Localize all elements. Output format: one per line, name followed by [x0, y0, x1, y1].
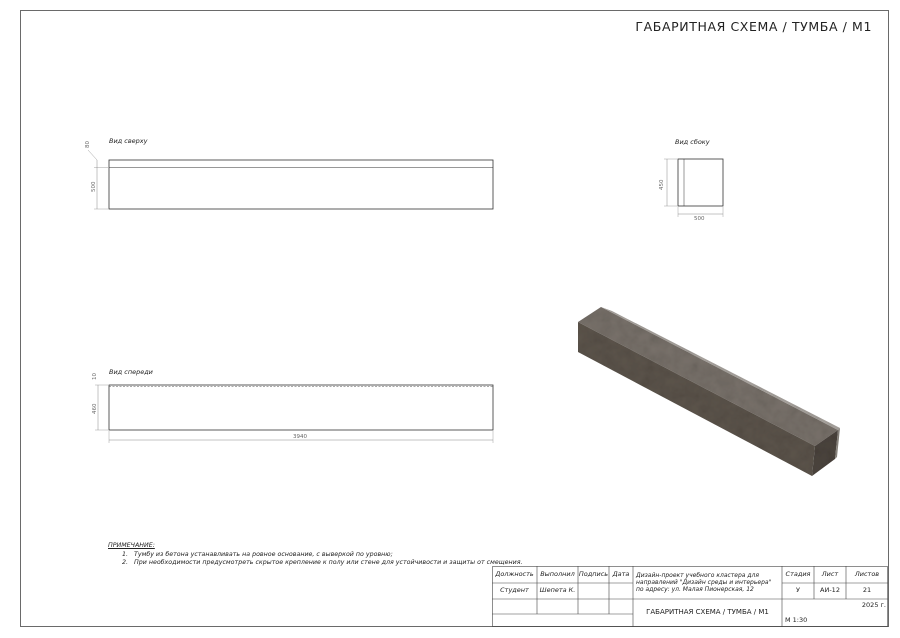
front-offset-dim: 10 [92, 373, 98, 380]
front-view-label: Вид спереди [109, 368, 153, 376]
front-view-drawing [92, 373, 493, 443]
title-block [492, 566, 888, 627]
note-item: 2. При необходимости предусмотреть скрытое крепление к полу или стене для устойчивости и защиты от смещения. [130, 559, 523, 568]
stamp-position: Студент [500, 586, 529, 595]
top-view-label: Вид сверху [109, 137, 148, 145]
top-width-dim: 500 [91, 181, 97, 192]
note-item: 1. Тумбу из бетона устанавливать на ровное основание, с выверкой по уровню; [130, 551, 523, 560]
front-height-dim: 460 [92, 403, 98, 414]
stamp-col-stage: Стадия [785, 569, 811, 578]
stamp-sheet: АИ-12 [820, 586, 840, 595]
stamp-col-sheet: Лист [821, 569, 839, 578]
stamp-stage: У [796, 586, 800, 595]
bench-3d-render [578, 307, 840, 476]
top-offset-dim: 80 [85, 141, 91, 148]
side-view-label: Вид сбоку [675, 138, 710, 146]
stamp-col-executed: Выполнил [540, 569, 575, 578]
stamp-col-sheets: Листов [854, 569, 880, 578]
notes-heading: ПРИМЕЧАНИЕ: [108, 542, 155, 549]
front-length-dim: 3940 [293, 434, 307, 440]
stamp-drawing-title: ГАБАРИТНАЯ СХЕМА / ТУМБА / М1 [646, 608, 769, 617]
stamp-col-position: Должность [495, 569, 534, 578]
sheet-title: ГАБАРИТНАЯ СХЕМА / ТУМБА / М1 [635, 19, 872, 34]
side-width-dim: 500 [694, 216, 705, 222]
stamp-project-description: Дизайн-проект учебного кластера для направлений "Дизайн среды и интерьера" по адресу: ул. Малая Пионерская, 12 [636, 572, 772, 593]
stamp-year: 2025 г. [861, 601, 886, 610]
stamp-executor: Шепета К. [539, 586, 576, 595]
side-height-dim: 450 [659, 179, 665, 190]
stamp-col-date: Дата [612, 569, 630, 578]
top-view-drawing [85, 141, 493, 209]
stamp-scale: М 1:30 [785, 616, 808, 625]
stamp-sheets: 21 [862, 586, 872, 595]
side-view-drawing [659, 159, 723, 222]
stamp-col-signature: Подпись [578, 569, 609, 578]
notes-block [108, 542, 523, 568]
